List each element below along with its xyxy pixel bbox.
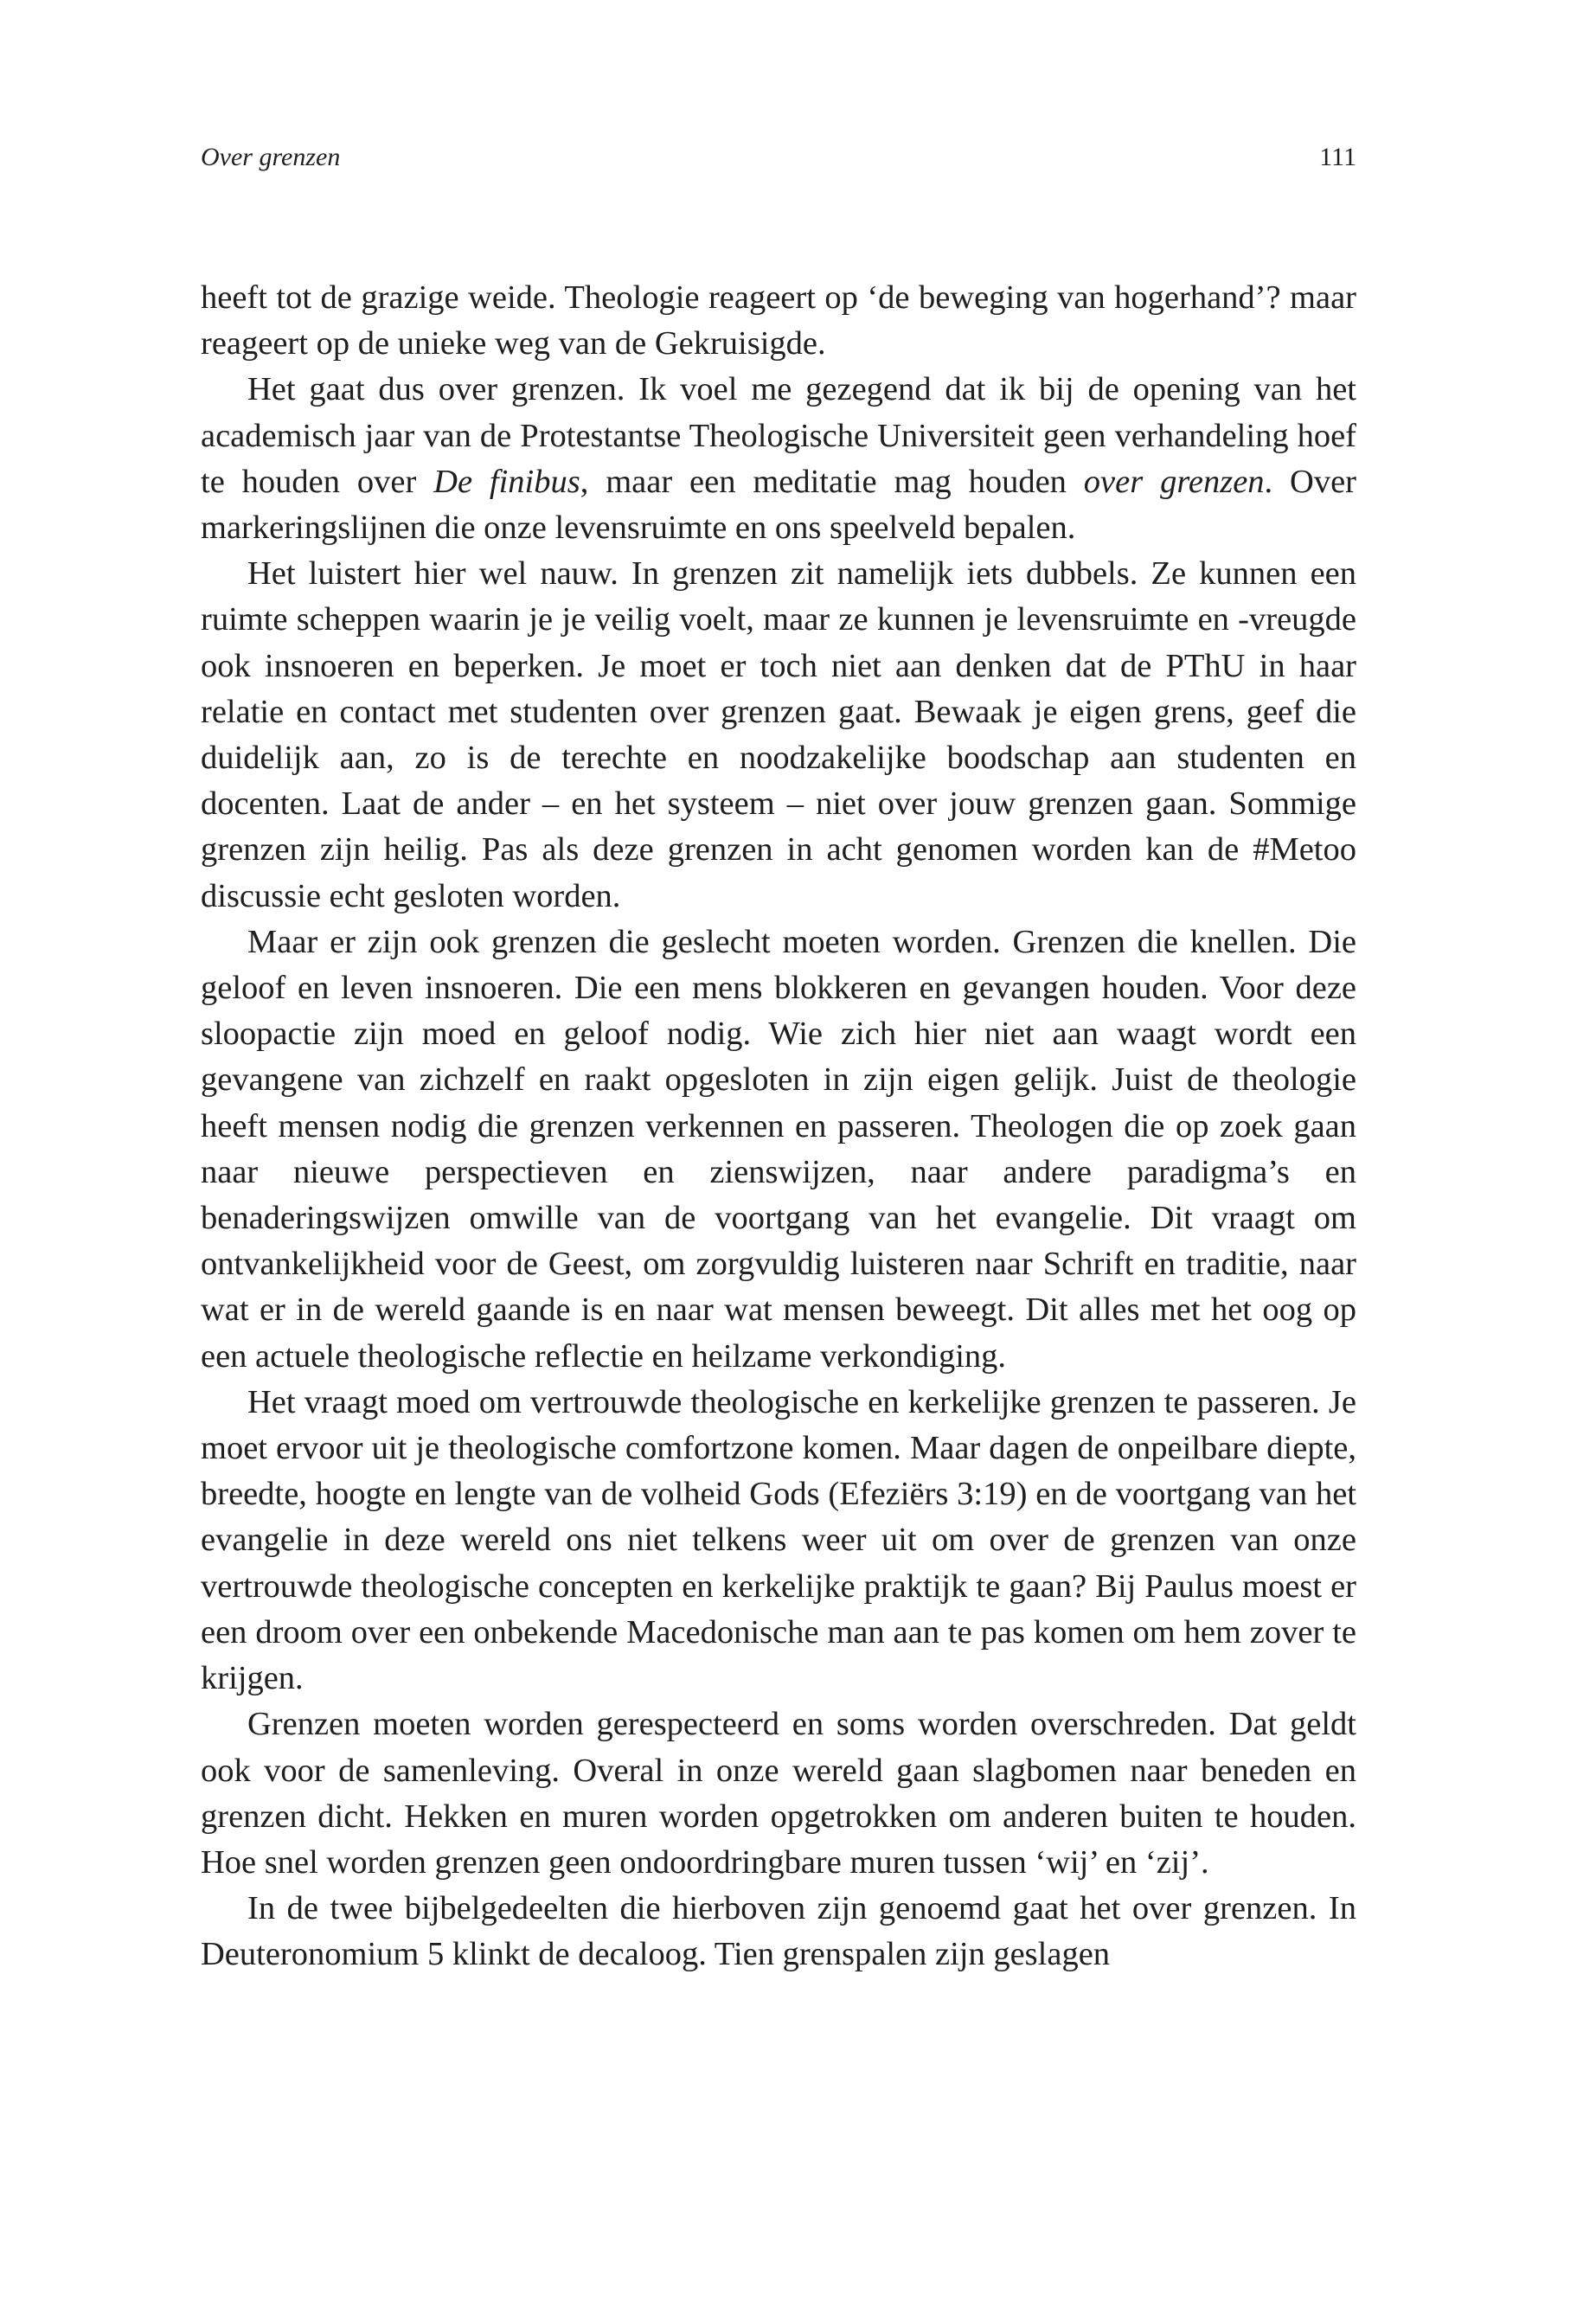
paragraph-7: In de twee bijbelgedeelten die hierboven zijn genoemd gaat het over grenzen. In Deuteronomium 5 klinkt de decaloog. Tien grenspalen zijn geslagen bbox=[201, 1890, 1356, 1973]
paragraph-3: Het luistert hier wel nauw. In grenzen zit namelijk iets dubbels. Ze kunnen een ruimte scheppen waarin je je veilig voelt, maar ze kunnen je levensruimte en -vreugde ook insnoeren en beperken. Je moet er toch niet aan denken dat de PThU in haar relatie en contact met studenten over grenzen gaat. Bewaak je eigen grens, geef die duidelijk aan, zo is de terechte en noodzakelijke boodschap aan studenten en docenten. Laat de ander – en het systeem – niet over jouw grenzen gaan. Sommige grenzen zijn heilig. Pas als deze grenzen in acht genomen worden kan de #Metoo discussie echt gesloten worden. bbox=[201, 555, 1356, 914]
paragraph-5: Het vraagt moed om vertrouwde theologische en kerkelijke grenzen te passeren. Je moet ervoor uit je theologische comfortzone komen. Maar dagen de onpeilbare diepte, breedte, hoogte en lengte van de volheid Gods (Efeziërs 3:19) en de voortgang van het evangelie in deze wereld ons niet telkens weer uit om over de grenzen van onze vertrouwde theologische concepten en kerkelijke praktijk te gaan? Bij Paulus moest er een droom over een onbekende Macedonische man aan te pas komen om hem zover te krijgen. bbox=[201, 1383, 1356, 1697]
paragraph-4: Maar er zijn ook grenzen die geslecht moeten worden. Grenzen die knellen. Die geloof en leven insnoeren. Die een mens blokkeren en gevangen houden. Voor deze sloopactie zijn moed en geloof nodig. Wie zich hier niet aan waagt wordt een gevangene van zichzelf en raakt opgesloten in zijn eigen gelijk. Juist de theologie heeft mensen nodig die grenzen verkennen en passeren. Theologen die op zoek gaan naar nieuwe perspectieven en zienswijzen, naar andere paradigma’s en benaderingswijzen omwille van de voortgang van het evangelie. Dit vraagt om ontvankelijkheid voor de Geest, om zorgvuldig luisteren naar Schrift en traditie, naar wat er in de wereld gaande is en naar wat mensen beweegt. Dit alles met het oog op een actuele theologische reflectie en heilzame verkondiging. bbox=[201, 923, 1356, 1375]
paragraph-1: heeft tot de grazige weide. Theologie reageert op ‘de beweging van hogerhand’? maar reageert op de unieke weg van de Gekruisigde. bbox=[201, 279, 1356, 362]
paragraph-6: Grenzen moeten worden gerespecteerd en soms worden overschreden. Dat geldt ook voor de samenleving. Overal in onze wereld gaan slagbomen naar beneden en grenzen dicht. Hekken en muren worden opgetrokken om anderen buiten te houden. Hoe snel worden grenzen geen ondoordringbare muren tussen ‘wij’ en ‘zij’. bbox=[201, 1706, 1356, 1881]
body-text bbox=[201, 275, 1356, 1978]
running-title: Over grenzen bbox=[201, 143, 341, 171]
paragraph-2 bbox=[201, 367, 1356, 551]
paragraph-2-text-a: Het gaat dus over grenzen. Ik voel me gezegend dat ik bij de opening van het academisch jaar van de Protestantse Theologische Universiteit geen verhandeling hoef te houden over bbox=[201, 371, 1356, 500]
italic-title-de-finibus: De finibus bbox=[433, 463, 580, 500]
page-number: 111 bbox=[1319, 143, 1356, 171]
paragraph-2-text-c: , maar een meditatie mag houden bbox=[580, 463, 1084, 500]
paragraph-2-text-e: . Over markeringslijnen die onze levensruimte en ons speelveld bepalen. bbox=[201, 463, 1357, 547]
italic-over-grenzen: over grenzen bbox=[1083, 463, 1265, 500]
running-head bbox=[201, 138, 1356, 176]
